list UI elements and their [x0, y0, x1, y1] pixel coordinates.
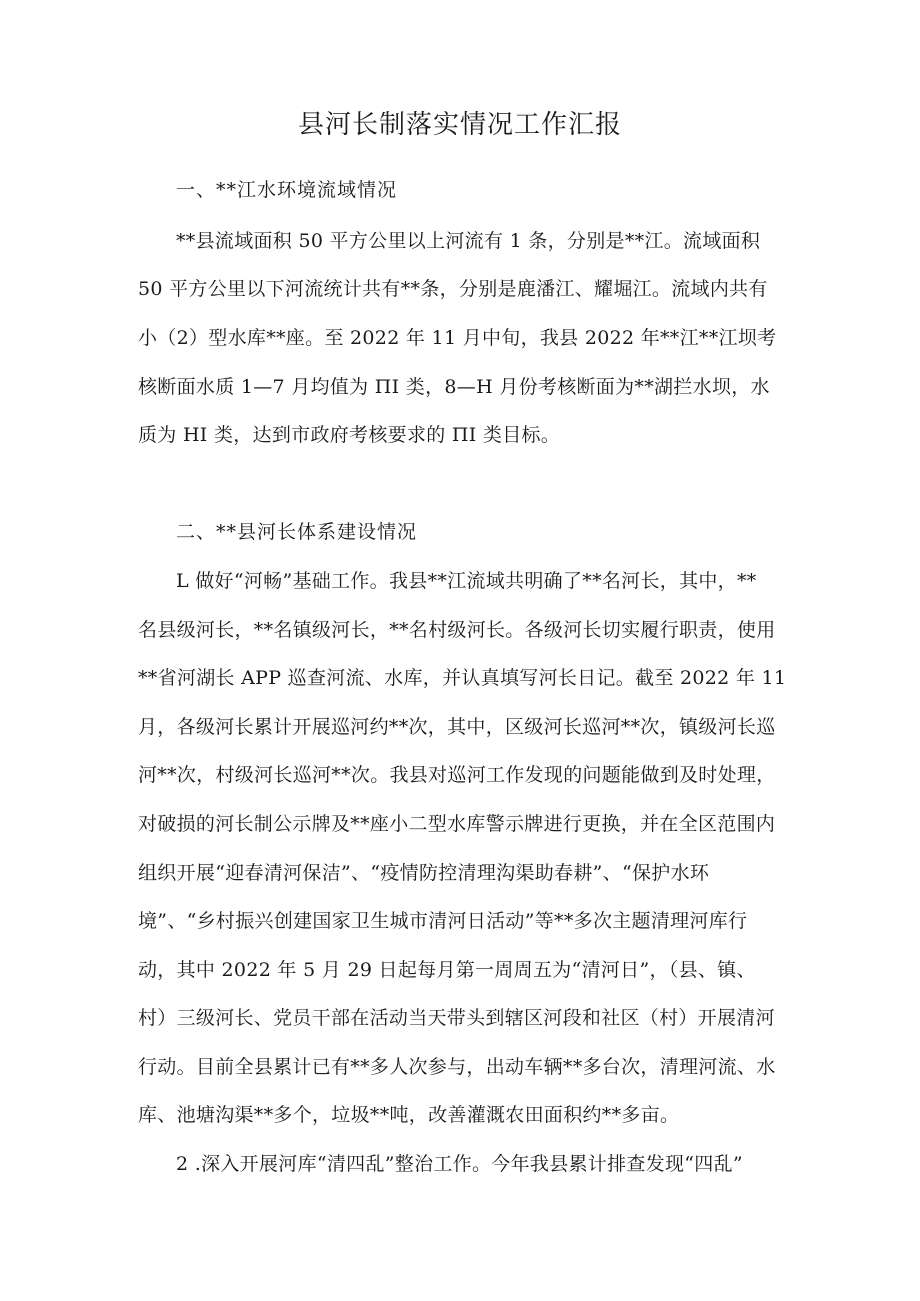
section-1-line-2: 50 平方公里以下河流统计共有**条，分别是鹿潘江、耀堀江。流域内共有	[138, 278, 768, 300]
section-2-line-5: 河**次，村级河长巡河**次。我县对巡河工作发现的问题能做到及时处理，	[138, 764, 776, 786]
section-2-line-2: 名县级河长，**名镇级河长，**名村级河长。各级河长切实履行职责，使用	[138, 619, 776, 641]
section-2-line-6: 对破损的河长制公示牌及**座小二型水库警示牌进行更换，并在全区范围内	[138, 813, 776, 835]
section-2-line-3: **省河湖长 APP 巡查河流、水库，并认真填写河长日记。截至 2022 年 11	[138, 667, 787, 689]
section-2-line-11: 行动。目前全县累计已有**多人次参与，出动车辆**多台次，清理河流、水	[138, 1056, 776, 1078]
section-2-line-9: 动，其中 2022 年 5 月 29 日起每月第一周周五为“清河日”，（县、镇、	[138, 959, 756, 981]
document-title: 县河长制落实情况工作汇报	[297, 110, 622, 140]
section-2-line-4: 月，各级河长累计开展巡河约**次，其中，区级河长巡河**次，镇级河长巡	[138, 716, 776, 738]
section-1-line-3: 小（2）型水库**座。至 2022 年 11 月中旬，我县 2022 年**江**江坝考	[138, 327, 777, 349]
section-1-heading: 一、**江水环境流域情况	[176, 179, 398, 201]
section-1-line-5: 质为 HI 类，达到市政府考核要求的 ΠI 类目标。	[138, 424, 561, 446]
section-1-line-4: 核断面水质 1—7 月均值为 ΠI 类，8—H 月份考核断面为**湖拦水坝，水	[138, 376, 770, 398]
section-2-line-1: L 做好“河畅”基础工作。我县**江流域共明确了**名河长，其中，**	[176, 570, 757, 592]
section-2-heading: 二、**县河长体系建设情况	[176, 521, 418, 543]
section-1-line-1: **县流域面积 50 平方公里以上河流有 1 条，分别是**江。流域面积	[176, 230, 761, 252]
section-2-line-8: 境”、“乡村振兴创建国家卫生城市清河日活动”等**多次主题清理河库行	[138, 910, 748, 932]
section-2-line-10: 村）三级河长、党员干部在活动当天带头到辖区河段和社区（村）开展清河	[138, 1007, 775, 1029]
section-2-line-13: 2 .深入开展河库“清四乱”整治工作。今年我县累计排查发现“四乱”	[176, 1153, 743, 1175]
section-2-line-7: 组织开展“迎春清河保洁”、“疫情防控清理沟渠助春耕”、“保护水环	[138, 862, 710, 884]
section-2-line-12: 库、池塘沟渠**多个，垃圾**吨，改善灌溉农田面积约**多亩。	[138, 1104, 680, 1126]
